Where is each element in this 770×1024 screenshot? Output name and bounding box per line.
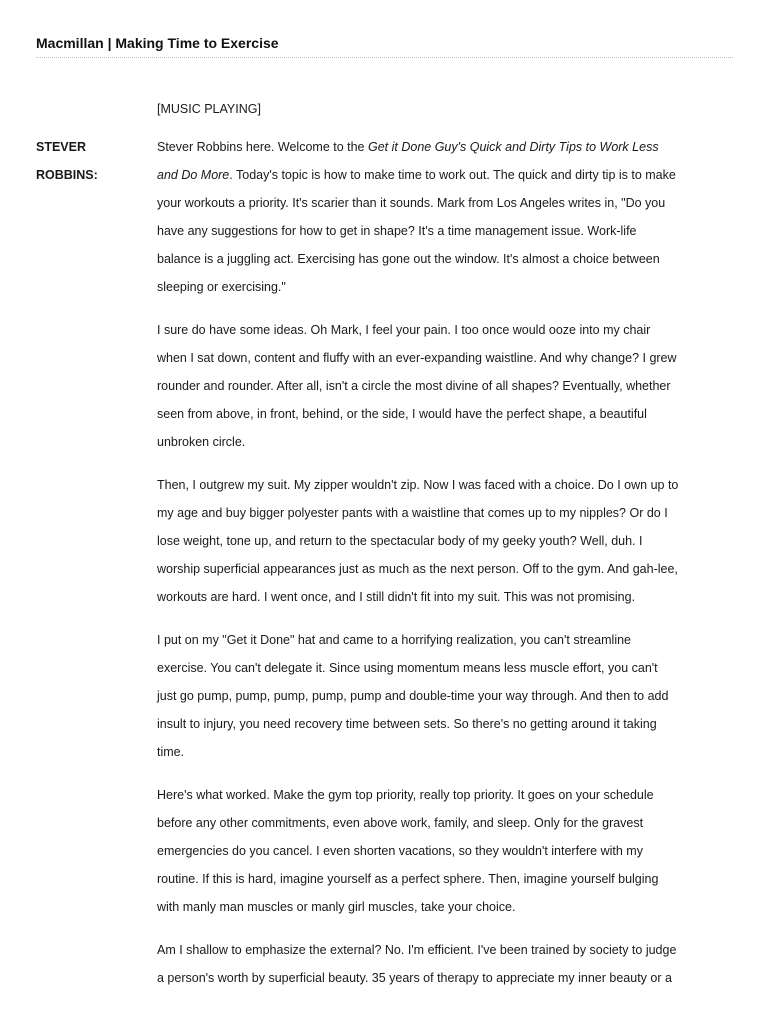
title-divider [36,57,733,58]
text-run: Stever Robbins here. Welcome to the [157,140,368,154]
stage-direction: [MUSIC PLAYING] [157,102,261,116]
paragraph-line: time. [157,745,185,759]
paragraph-line: Am I shallow to emphasize the external? No. I'm efficient. I've been trained by society to judge [157,943,677,957]
show-title-italic: Get it Done Guy's Quick and Dirty Tips to Work Less [368,140,659,154]
text-run: . Today's topic is how to make time to work out. The quick and dirty tip is to make [229,168,676,182]
paragraph-line: a person's worth by superficial beauty. 35 years of therapy to appreciate my inner beauty or a [157,971,672,985]
paragraph-line: insult to injury, you need recovery time between sets. So there's no getting around it taking [157,717,657,731]
document-title: Macmillan | Making Time to Exercise [36,35,279,51]
paragraph-line: when I sat down, content and fluffy with an ever-expanding waistline. And why change? I grew [157,351,677,365]
paragraph [157,626,737,766]
paragraph-line: have any suggestions for how to get in shape? It's a time management issue. Work-life [157,224,637,238]
paragraph-line: sleeping or exercising." [157,280,286,294]
paragraph-line: rounder and rounder. After all, isn't a circle the most divine of all shapes? Eventually, whether [157,379,671,393]
show-title-italic-continued: and Do More [157,168,230,182]
paragraph-line: just go pump, pump, pump, pump, pump and double-time your way through. And then to add [157,689,669,703]
paragraph-line: I put on my "Get it Done" hat and came to a horrifying realization, you can't streamline [157,633,631,647]
paragraph-line: with manly man muscles or manly girl muscles, take your choice. [157,900,516,914]
paragraph-line [157,133,737,161]
paragraph [157,316,737,456]
paragraph-line: seen from above, in front, behind, or the side, I would have the perfect shape, a beautiful [157,407,647,421]
paragraph-line: exercise. You can't delegate it. Since using momentum means less muscle effort, you can't [157,661,658,675]
paragraph-line: worship superficial appearances just as much as the next person. Off to the gym. And gah-lee, [157,562,678,576]
paragraph-line: emergencies do you cancel. I even shorten vacations, so they wouldn't interfere with my [157,844,643,858]
paragraph-line: I sure do have some ideas. Oh Mark, I feel your pain. I too once would ooze into my chair [157,323,651,337]
paragraph-line: balance is a juggling act. Exercising has gone out the window. It's almost a choice between [157,252,660,266]
paragraph [157,133,737,301]
speaker-name-line-2: ROBBINS: [36,168,98,182]
paragraph-line: routine. If this is hard, imagine yourself as a perfect sphere. Then, imagine yourself bulging [157,872,659,886]
paragraph-line: Here's what worked. Make the gym top priority, really top priority. It goes on your schedule [157,788,654,802]
paragraph-line: my age and buy bigger polyester pants with a waistline that comes up to my nipples? Or do I [157,506,668,520]
paragraph [157,471,737,611]
paragraph-line [157,161,737,189]
paragraph [157,781,737,921]
paragraph-line: workouts are hard. I went once, and I still didn't fit into my suit. This was not promising. [157,590,636,604]
paragraph-line: lose weight, tone up, and return to the spectacular body of my geeky youth? Well, duh. I [157,534,643,548]
paragraph-line: your workouts a priority. It's scarier than it sounds. Mark from Los Angeles writes in, "Do you [157,196,666,210]
speaker-name-line-1: STEVER [36,140,87,154]
speaker-label [36,133,146,189]
paragraph-line: before any other commitments, even above work, family, and sleep. Only for the gravest [157,816,644,830]
paragraph [157,936,737,992]
paragraph-line: Then, I outgrew my suit. My zipper wouldn't zip. Now I was faced with a choice. Do I own up to [157,478,679,492]
paragraph-line: unbroken circle. [157,435,246,449]
transcript-paragraphs [157,133,737,1007]
